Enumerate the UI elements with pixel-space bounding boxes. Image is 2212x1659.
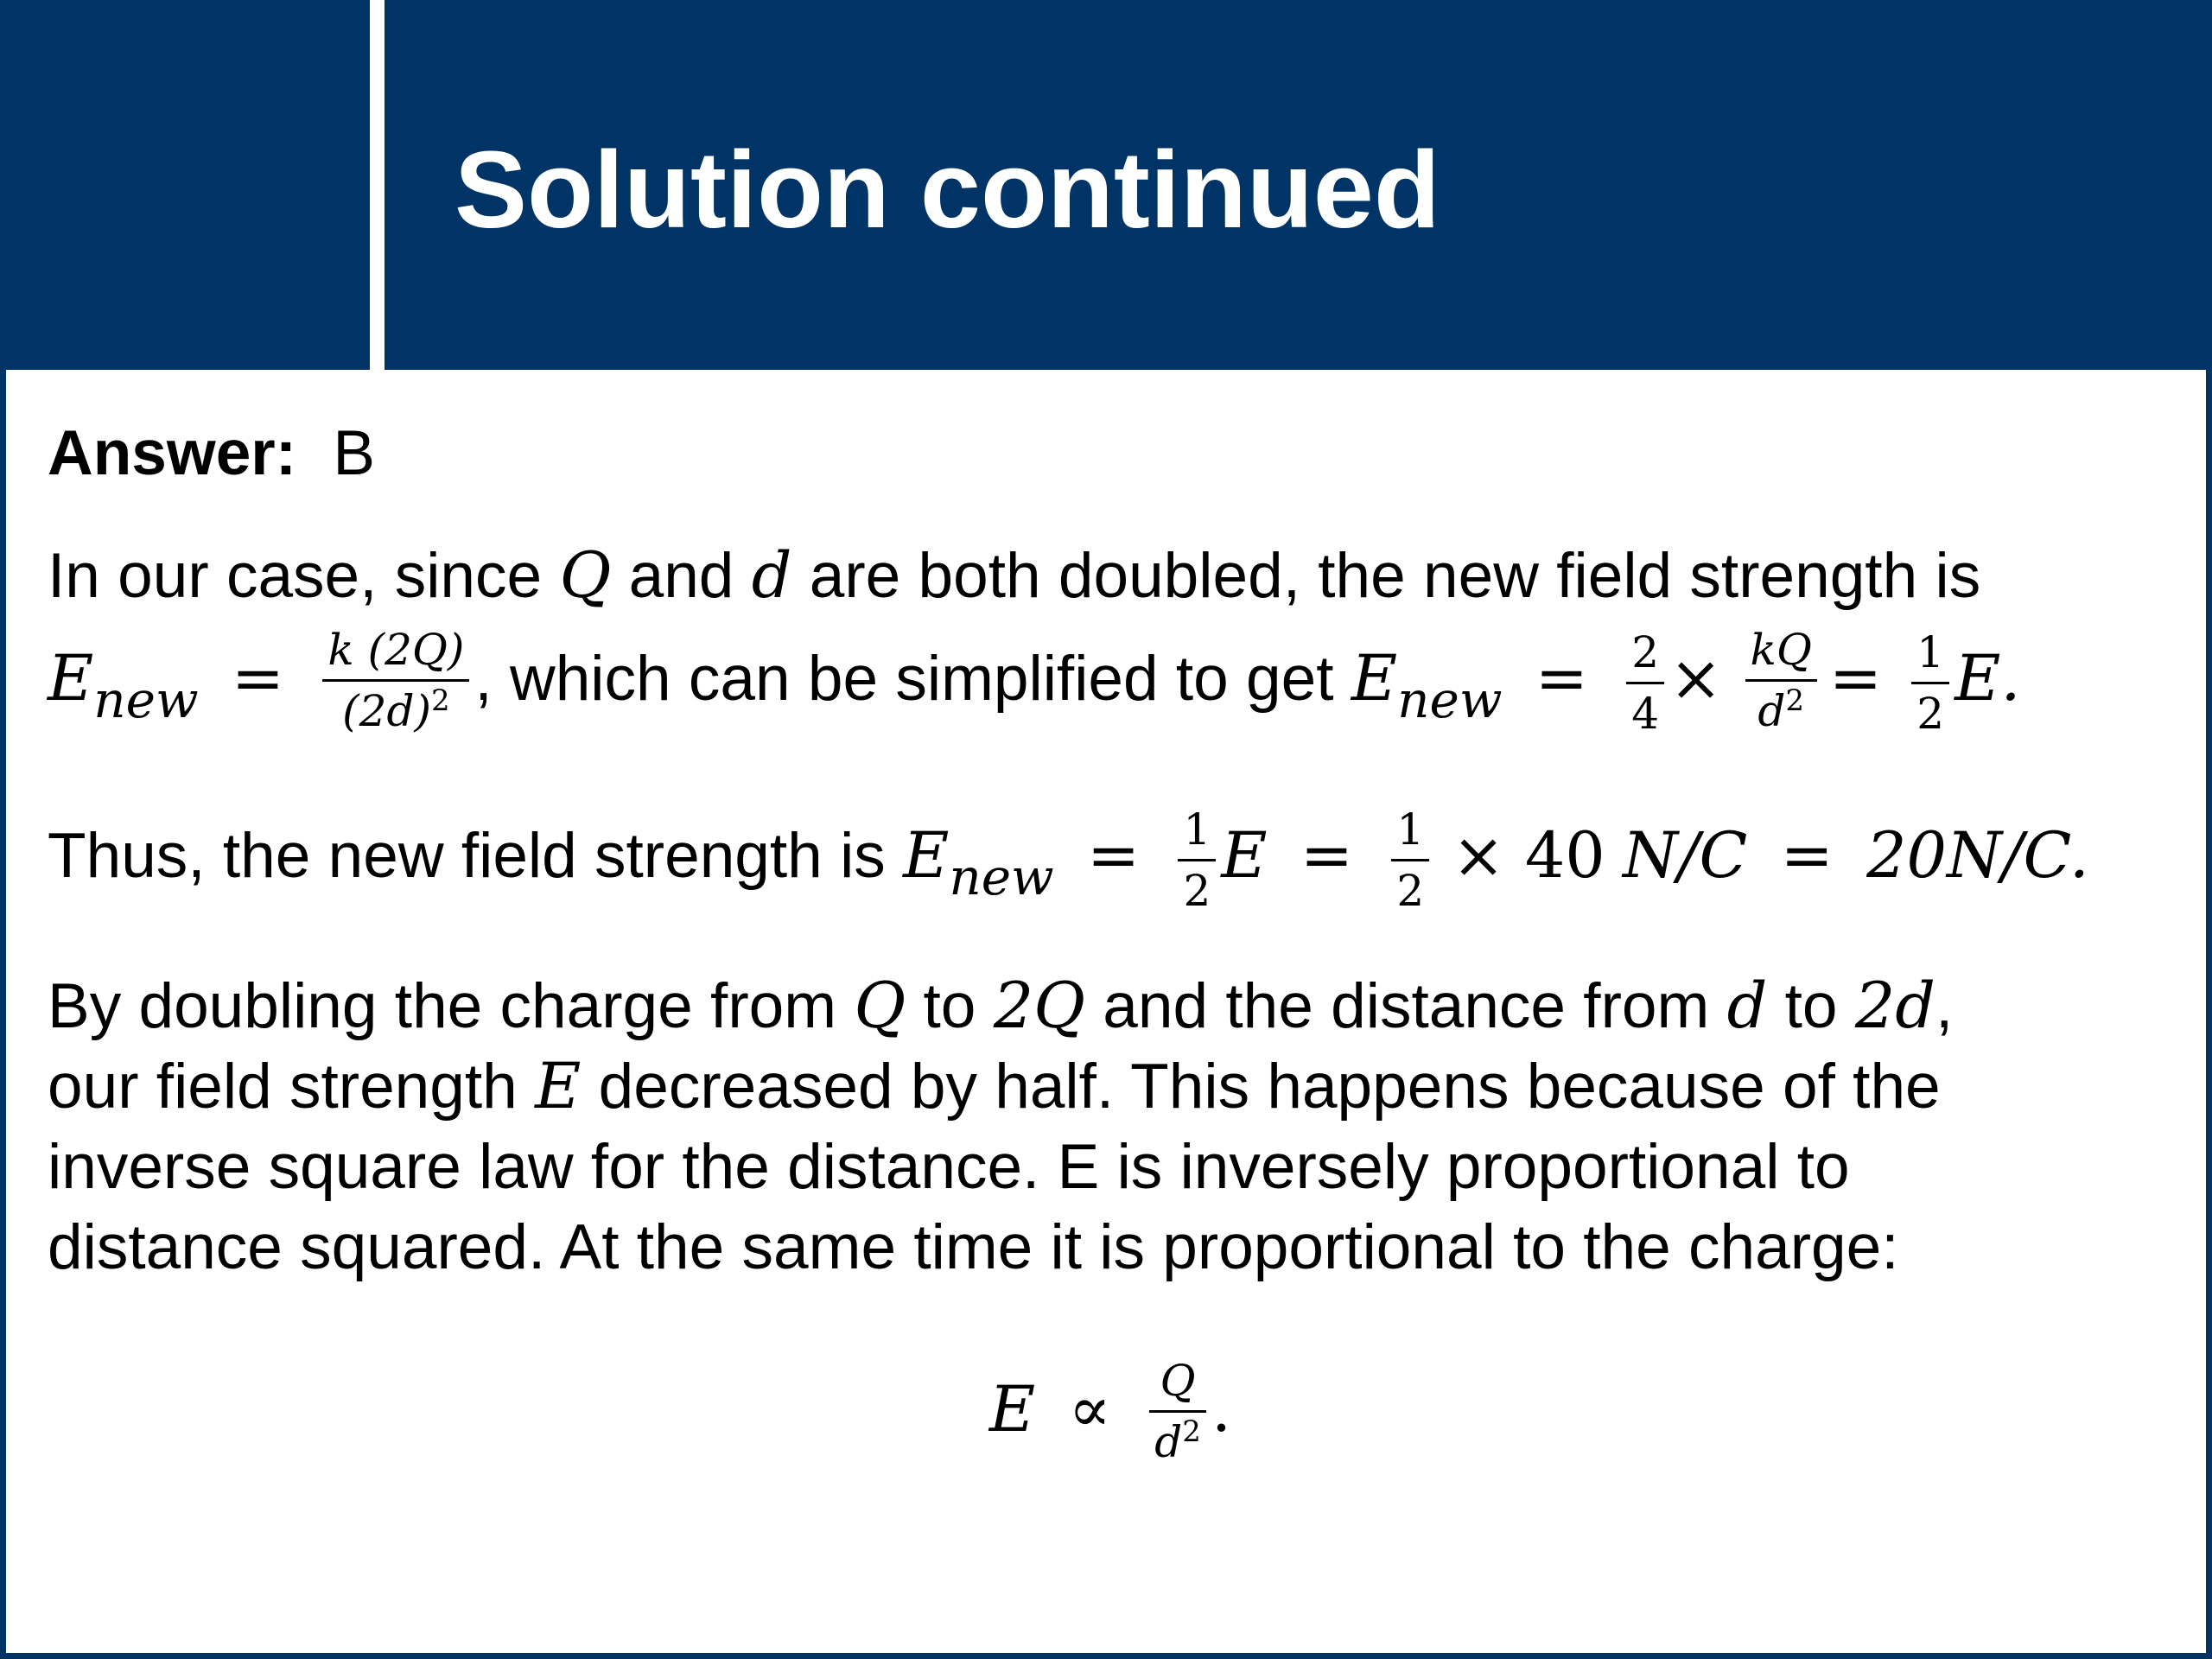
math-e: E	[535, 1050, 582, 1123]
fraction-denominator: 2	[1916, 689, 1945, 739]
fraction-denominator: (2d)	[342, 686, 431, 736]
fraction-denominator: d	[1758, 686, 1786, 736]
math-times-40: × 40	[1452, 818, 1605, 893]
text-run: inverse square law for the distance. E is inversely proportional to	[48, 1132, 1850, 1202]
text-run: distance squared. At the same time it is proportional to the charge:	[48, 1212, 1899, 1282]
math-e-period: E.	[1955, 641, 2021, 715]
fraction-2-over-4	[1626, 626, 1664, 740]
text-run: and	[628, 541, 734, 611]
math-equals: =	[1300, 818, 1354, 893]
text-run: our field strength	[48, 1052, 518, 1122]
answer-label: Answer:	[48, 418, 297, 488]
math-e: E	[1351, 641, 1398, 715]
math-2d: 2d	[1854, 969, 1936, 1043]
fraction-numerator: 1	[1911, 626, 1949, 684]
math-var-q: Q	[559, 539, 612, 613]
math-var-q: Q	[854, 969, 906, 1043]
math-2q: 2Q	[993, 969, 1085, 1043]
exponent: 2	[1785, 683, 1804, 718]
paragraph-3-line-4	[48, 1207, 1899, 1288]
math-subscript-new: new	[93, 670, 199, 729]
paragraph-2	[48, 804, 2089, 917]
text-run: decreased by half. This happens because of the	[598, 1052, 1941, 1122]
math-e: E	[903, 818, 950, 893]
math-equals: =	[1780, 818, 1834, 893]
fraction-numerator: 2	[1626, 626, 1664, 684]
math-e: E	[48, 641, 94, 715]
page-title: Solution continued	[454, 129, 1440, 251]
header-divider	[370, 0, 385, 370]
math-subscript-new: new	[1397, 670, 1503, 729]
fraction-q-over-d2	[1149, 1355, 1206, 1473]
proportional-equation	[48, 1355, 2173, 1473]
math-unit: N/C	[1623, 818, 1748, 893]
exponent: 2	[431, 683, 450, 718]
text-run: ,	[1936, 971, 1954, 1041]
text-run: , which can be simplified to get	[474, 643, 1334, 714]
text-run: to	[923, 971, 976, 1041]
math-e: E	[1221, 818, 1268, 893]
math-subscript-new: new	[949, 847, 1054, 906]
text-run: Thus, the new field strength is	[48, 820, 886, 891]
fraction-k2q-over-2d2	[322, 624, 469, 742]
paragraph-3-line-2	[48, 1046, 1941, 1128]
fraction-numerator: Q	[1149, 1355, 1206, 1413]
period: .	[1211, 1372, 1232, 1446]
answer-line	[48, 413, 375, 494]
text-run: By doubling the charge from	[48, 971, 837, 1041]
fraction-denominator: d	[1154, 1417, 1183, 1467]
text-run: In our case, since	[48, 541, 543, 611]
text-run: to	[1784, 971, 1838, 1041]
math-equals: =	[231, 641, 285, 715]
math-equals: =	[1535, 641, 1588, 715]
fraction-denominator: 4	[1631, 689, 1660, 739]
fraction-1-over-2	[1178, 804, 1216, 917]
fraction-numerator: 1	[1178, 804, 1216, 861]
text-run: are both doubled, the new field strength is	[809, 541, 1981, 611]
fraction-1-over-2	[1391, 804, 1429, 917]
math-times: ×	[1669, 641, 1723, 715]
fraction-numerator: k (2Q)	[322, 624, 469, 682]
fraction-kq-over-d2	[1745, 624, 1817, 742]
math-e: E	[988, 1372, 1036, 1446]
math-var-d: d	[751, 539, 792, 613]
answer-value: B	[333, 418, 376, 488]
paragraph-3-line-1	[48, 966, 1953, 1047]
proportional-symbol: ∝	[1068, 1372, 1111, 1446]
fraction-numerator: 1	[1391, 804, 1429, 861]
header-bar	[0, 0, 2212, 370]
fraction-denominator: 2	[1183, 866, 1211, 916]
paragraph-1-line-1	[48, 536, 1980, 617]
math-var-d: d	[1726, 969, 1768, 1043]
paragraph-3-line-3	[48, 1127, 1850, 1208]
math-equals: =	[1828, 641, 1882, 715]
text-run: and the distance from	[1103, 971, 1710, 1041]
math-equals: =	[1087, 818, 1141, 893]
exponent: 2	[1182, 1414, 1201, 1449]
paragraph-1-line-2	[48, 624, 2021, 742]
math-result: 20N/C.	[1866, 818, 2089, 893]
fraction-numerator: kQ	[1745, 624, 1817, 682]
fraction-denominator: 2	[1396, 866, 1425, 916]
fraction-1-over-2	[1911, 626, 1949, 740]
